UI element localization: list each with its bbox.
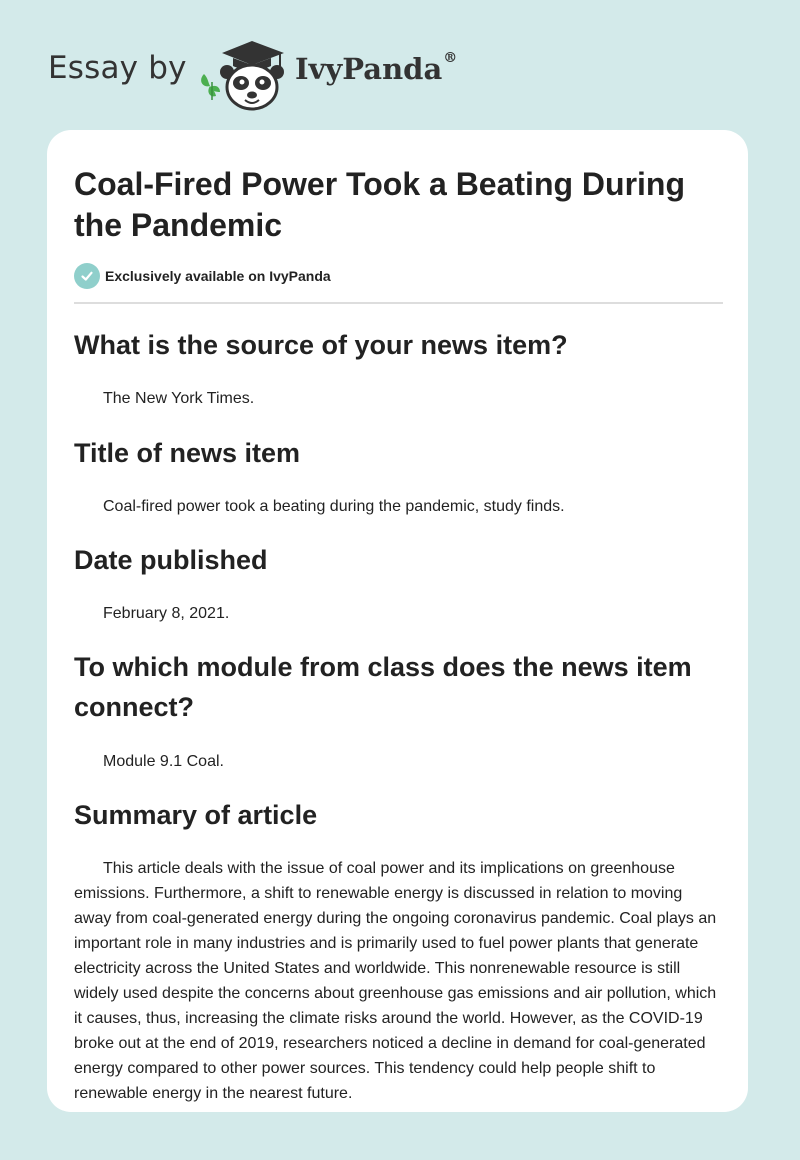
section-paragraph: February 8, 2021. (103, 605, 230, 622)
essay-by-label: Essay by (48, 50, 187, 86)
site-header (48, 36, 648, 112)
ivy-leaf-icon (201, 74, 220, 100)
brand-name-text: IvyPanda (295, 52, 443, 86)
section-heading: Date published (74, 545, 268, 575)
essay-title: Coal-Fired Power Took a Beating During the Pandemic (74, 166, 686, 243)
exclusive-badge (74, 263, 331, 289)
check-icon (74, 263, 100, 289)
section-paragraph: Module 9.1 Coal. (103, 753, 224, 770)
panda-graduate-icon[interactable] (200, 36, 294, 112)
section-module (74, 647, 723, 774)
essay-body (74, 325, 723, 1106)
section-paragraph: The New York Times. (103, 390, 255, 407)
section-heading: Summary of article (74, 800, 318, 830)
section-summary (74, 795, 723, 1106)
section-source (74, 325, 723, 411)
section-paragraph: This article deals with the issue of coal power and its implications on greenhouse emissions. Furthermore, a shift to renewable energy is discussed in relation to moving away from coal-generated energy during the ongoing coronavirus pandemic. Coal plays an important role in many industries and is primarily used to fuel power plants that generate electricity across the United States and worldwide. This nonrenewable resource is still widely used despite the concerns about greenhouse gas emissions and air pollution, which it causes, thus, increasing the climate risks around the world. However, as the COVID-19 broke out at the end of 2019, researchers noticed a decline in demand for coal-generated energy compared to other power sources. This tendency could help people shift to renewable energy in the nearest future. (74, 860, 717, 1102)
registered-mark: ® (443, 50, 458, 66)
divider (74, 302, 723, 304)
section-date (74, 540, 723, 626)
section-heading: To which module from class does the news item connect? (74, 652, 692, 722)
essay-card (47, 130, 748, 1112)
section-heading: Title of news item (74, 438, 301, 468)
brand-name[interactable] (295, 52, 457, 86)
exclusive-label: Exclusively available on IvyPanda (105, 268, 331, 284)
section-paragraph: Coal-fired power took a beating during the pandemic, study finds. (103, 498, 565, 515)
section-heading: What is the source of your news item? (74, 330, 568, 360)
section-title (74, 433, 723, 519)
